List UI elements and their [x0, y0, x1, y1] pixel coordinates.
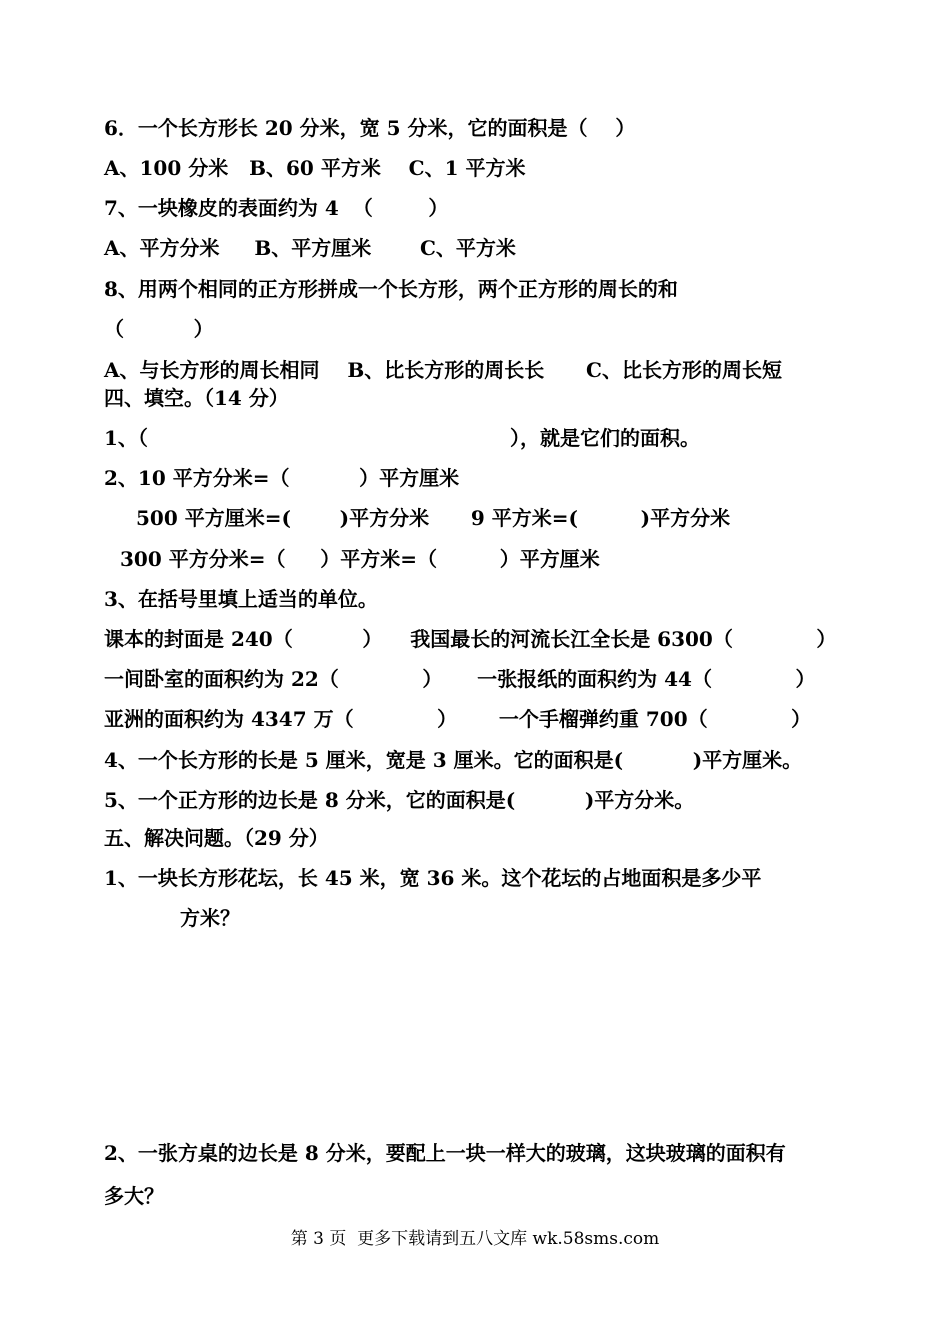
fill-1: 1、（ ），就是它们的面积。 — [104, 426, 700, 450]
fill-2-line-3: 300 平方分米=（ ）平方米=（ ）平方厘米 — [120, 547, 600, 571]
fill-3-line-2: 一间卧室的面积约为 22（ ） 一张报纸的面积约为 44（ ） — [104, 667, 816, 691]
fill-3: 3、在括号里填上适当的单位。 — [104, 587, 378, 611]
fill-4: 4、一个长方形的长是 5 厘米，宽是 3 厘米。它的面积是( )平方厘米。 — [104, 748, 803, 772]
fill-3-line-1: 课本的封面是 240（ ） 我国最长的河流长江全长是 6300（ ） — [104, 627, 837, 651]
question-6-options: A、100 分米 B、60 平方米 C、1 平方米 — [104, 156, 526, 180]
section-5-heading: 五、解决问题。（29 分） — [104, 826, 329, 850]
problem-2: 2、一张方桌的边长是 8 分米，要配上一块一样大的玻璃，这块玻璃的面积有 — [104, 1141, 786, 1165]
fill-2-line-2: 500 平方厘米=( )平方分米 9 平方米=( )平方分米 — [136, 506, 731, 530]
section-4-heading: 四、填空。（14 分） — [104, 386, 289, 410]
problem-1: 1、一块长方形花坛，长 45 米，宽 36 米。这个花坛的占地面积是多少平 — [104, 866, 762, 890]
fill-2: 2、10 平方分米=（ ）平方厘米 — [104, 466, 460, 490]
question-7: 7、一块橡皮的表面约为 4 （ ） — [104, 196, 449, 220]
question-7-options: A、平方分米 B、平方厘米 C、平方米 — [104, 236, 516, 260]
question-8: 8、用两个相同的正方形拼成一个长方形，两个正方形的周长的和 — [104, 277, 678, 301]
question-6: 6．一个长方形长 20 分米，宽 5 分米，它的面积是（ ） — [104, 116, 636, 140]
question-8-options: A、与长方形的周长相同 B、比长方形的周长长 C、比长方形的周长短 — [104, 358, 782, 382]
fill-3-line-3: 亚洲的面积约为 4347 万（ ） 一个手榴弹约重 700（ ） — [104, 707, 812, 731]
problem-2-cont: 多大？ — [104, 1184, 164, 1208]
page-footer: 第 3 页 更多下载请到五八文库 wk.58sms.com — [290, 1229, 660, 1249]
problem-1-cont: 方米？ — [180, 906, 240, 930]
fill-5: 5、一个正方形的边长是 8 分米，它的面积是( )平方分米。 — [104, 788, 695, 812]
question-8-blank: （ ） — [104, 317, 214, 341]
